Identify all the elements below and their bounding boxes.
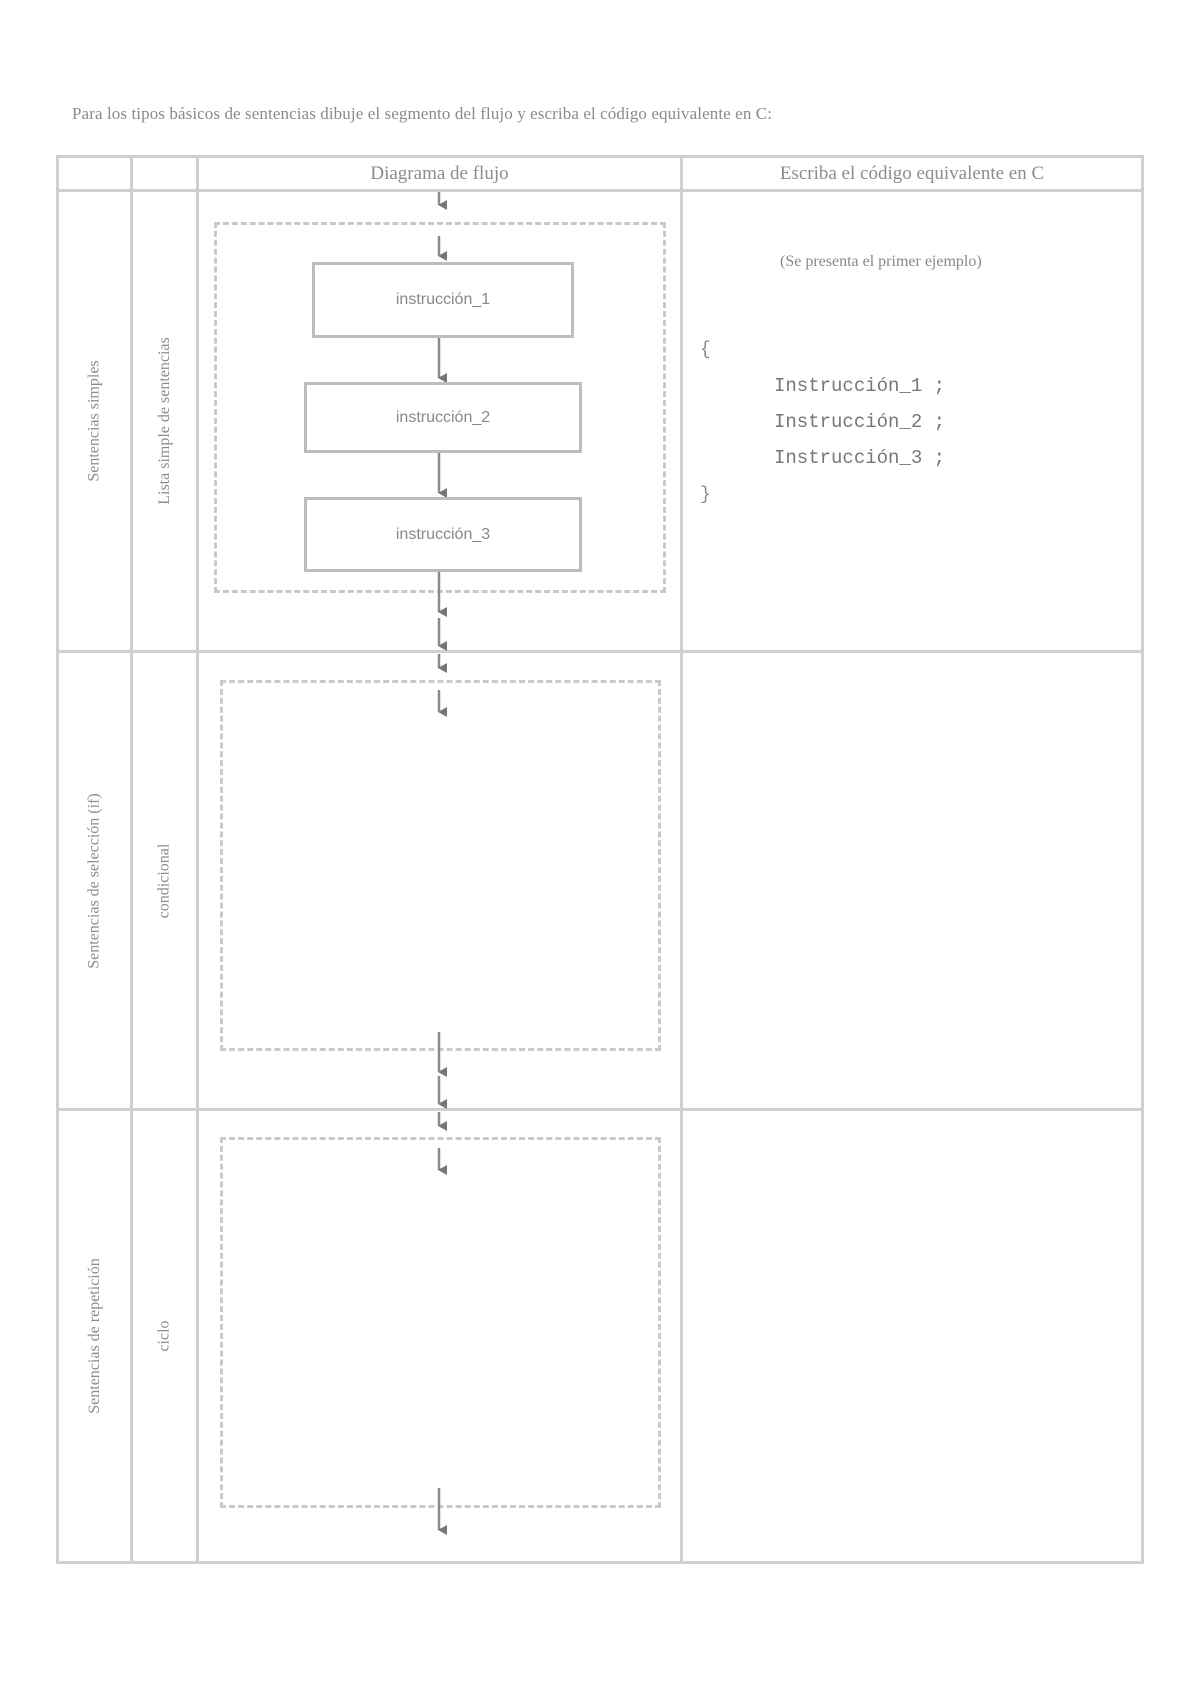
code-line-1: Instrucción_1 ; [774, 375, 946, 397]
row-category-label: Sentencias de repetición [85, 1258, 103, 1414]
row-kind-label: condicional [155, 843, 173, 918]
column-header-flow: Diagrama de flujo [370, 163, 509, 184]
column-header-code: Escriba el código equivalente en C [779, 163, 1045, 184]
page-heading: Para los tipos básicos de sentencias dibuje el segmento del flujo y escriba el código equivalente en C: [72, 104, 773, 123]
example-note: (Se presenta el primer ejemplo) [780, 253, 982, 270]
row-category-label: Sentencias de selección (if) [85, 792, 103, 969]
instruction-box-2: instrucción_2 [304, 382, 582, 453]
instruction-box-3: instrucción_3 [304, 497, 582, 572]
row-kind-label: ciclo [155, 1320, 173, 1352]
code-close-brace: } [700, 485, 711, 505]
row-kind-label: Lista simple de sentencias [155, 337, 173, 505]
code-open-brace: { [700, 340, 711, 360]
code-line-2: Instrucción_2 ; [774, 411, 946, 433]
code-line-3: Instrucción_3 ; [774, 447, 946, 469]
row-category-label: Sentencias simples [85, 360, 103, 482]
instruction-box-1: instrucción_1 [312, 262, 574, 338]
